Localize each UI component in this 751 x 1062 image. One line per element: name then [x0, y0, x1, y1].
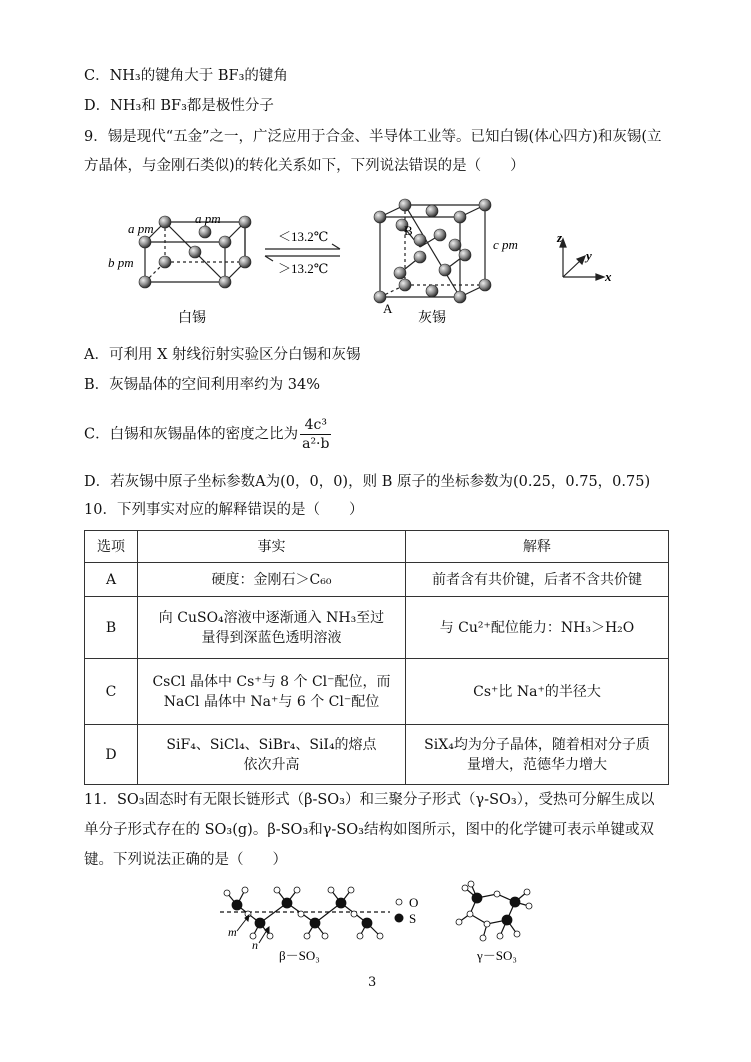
row-option: C	[85, 659, 138, 725]
transition-arrows	[265, 244, 340, 261]
q8-option-c: C．NH₃的键角大于 BF₃的键角	[84, 68, 288, 84]
q11-stem-line3: 键。下列说法正确的是（ ）	[84, 852, 287, 868]
row-fact: 向 CuSO₄溶液中逐渐通入 NH₃至过量得到深蓝色透明溶液	[138, 597, 406, 659]
legend-o: O	[409, 895, 419, 910]
table-row	[85, 725, 669, 785]
q8-option-d: D．NH₃和 BF₃都是极性分子	[84, 98, 274, 114]
axis-x-label: x	[605, 269, 612, 284]
fraction-numerator: 4c³	[300, 416, 331, 435]
page-number: 3	[368, 975, 377, 990]
q10-stem: 10．下列事实对应的解释错误的是（ ）	[84, 502, 364, 518]
gamma-so3-atoms	[456, 881, 532, 941]
q11-stem-line1: 11．SO₃固态时有无限长链形式（β-SO₃）和三聚分子形式（γ-SO₃），受热可分解生成以	[84, 792, 655, 808]
arrow-upper-label: ＜13.2℃	[278, 229, 329, 244]
q9-option-a: A．可利用 X 射线衍射实验区分白锡和灰锡	[84, 347, 361, 363]
row-explanation: SiX₄均为分子晶体，随着相对分子质量增大，范德华力增大	[406, 725, 669, 785]
gray-tin-label: 灰锡	[418, 311, 446, 326]
oxygen-legend-icon	[396, 899, 402, 905]
q9-option-c	[84, 416, 331, 453]
density-ratio-fraction	[300, 416, 331, 453]
header-option: 选项	[85, 531, 138, 563]
axis-z-label: z	[557, 230, 563, 245]
q9-option-c-text: C．白锡和灰锡晶体的密度之比为	[84, 426, 299, 443]
beta-so3-atoms	[224, 887, 383, 939]
point-b-label: B	[404, 223, 413, 238]
white-tin-label: 白锡	[178, 311, 206, 326]
axis-y-label: y	[586, 248, 592, 263]
tin-crystal-figure	[100, 195, 620, 330]
header-explanation: 解释	[406, 531, 669, 563]
row-option: A	[85, 563, 138, 597]
coordinate-axes	[560, 239, 604, 280]
q9-option-b: B．灰锡晶体的空间利用率约为 34%	[84, 377, 320, 393]
q9-stem-line1: 9．锡是现代“五金”之一，广泛应用于合金、半导体工业等。已知白锡(体心四方)和灰锡(立	[84, 129, 662, 145]
fraction-denominator: a²·b	[302, 436, 330, 452]
table-row	[85, 659, 669, 725]
header-fact: 事实	[138, 531, 406, 563]
label-m: m	[228, 925, 237, 939]
q11-stem-line2: 单分子形式存在的 SO₃(g)。β-SO₃和γ-SO₃结构如图所示，图中的化学键可表示单键或双	[84, 822, 654, 838]
white-tin-atoms	[139, 216, 251, 288]
so3-structure-figure	[215, 878, 555, 968]
sulfur-legend-icon	[395, 914, 404, 923]
point-a-label: A	[383, 301, 393, 316]
table-row	[85, 563, 669, 597]
row-option: D	[85, 725, 138, 785]
beta-label: β－SO₃	[279, 948, 320, 963]
arrow-lower-label: ＞13.2℃	[278, 261, 329, 276]
gray-tin-c: c pm	[493, 237, 518, 252]
white-tin-a-side: a pm	[128, 221, 154, 236]
gamma-label: γ－SO₃	[477, 948, 517, 963]
white-tin-b: b pm	[108, 255, 134, 270]
row-option: B	[85, 597, 138, 659]
table-row	[85, 597, 669, 659]
row-fact: CsCl 晶体中 Cs⁺与 8 个 Cl⁻配位，而 NaCl 晶体中 Na⁺与 6 个 Cl⁻配位	[138, 659, 406, 725]
legend-s: S	[409, 911, 417, 926]
row-fact: 硬度：金刚石＞C₆₀	[138, 563, 406, 597]
row-explanation: 前者含有共价键，后者不含共价键	[406, 563, 669, 597]
q10-table	[84, 530, 669, 785]
label-n: n	[252, 938, 258, 952]
q9-stem-line2: 方晶体，与金刚石类似)的转化关系如下，下列说法错误的是（ ）	[84, 158, 525, 174]
row-fact: SiF₄、SiCl₄、SiBr₄、SiI₄的熔点依次升高	[138, 725, 406, 785]
row-explanation: 与 Cu²⁺配位能力：NH₃＞H₂O	[406, 597, 669, 659]
white-tin-a-top: a pm	[195, 211, 221, 226]
q9-option-d: D．若灰锡中原子坐标参数A为(0，0，0)，则 B 原子的坐标参数为(0.25，0.75，0.75)	[84, 474, 651, 490]
row-explanation: Cs⁺比 Na⁺的半径大	[406, 659, 669, 725]
